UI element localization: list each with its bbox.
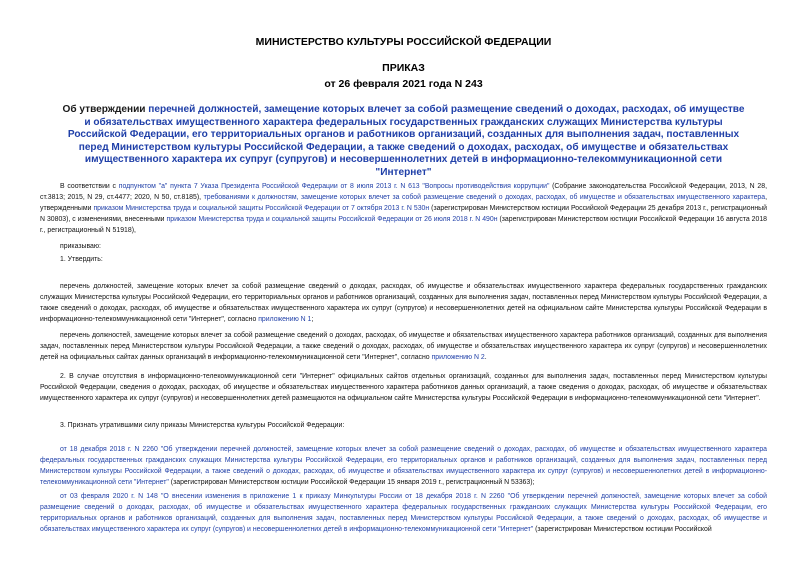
ministry-name: МИНИСТЕРСТВО КУЛЬТУРЫ РОССИЙСКОЙ ФЕДЕРАЦИИ: [255, 36, 552, 48]
order-2260-link[interactable]: от 18 декабря 2018 г. N 2260 "Об утверждении перечней должностей, замещение которых влечет за собой размещение сведений о доходах, расходах, об имуществе и обязательствах имущественного характера федеральных государственных гражданских служащих Министерства культуры Российской Федерации, его территориальных органов и работников организаций, созданных для выполнения задач, поставленных перед Министерством культуры Российской Федерации, а также сведений о доходах, расходах, об имуществе и обязательствах имущественного характера их супруг (супругов) и несовершеннолетних детей в информационно-телекоммуникационной сети "Интернет": [40, 446, 767, 486]
order-490n-link[interactable]: приказом Министерства труда и социальной защиты Российской Федерации от 26 июля 2018 г. N 490н: [166, 216, 498, 223]
preamble-text-4: (зарегистрирован Министерством юстиции Российской Федерации 25 декабря 2013 г., регистрационный N 30803), с изменениями, внесенными: [40, 205, 767, 223]
revoked-order-148-paragraph: [40, 491, 767, 535]
list-1-end: ;: [311, 316, 314, 323]
decree-link[interactable]: подпунктом "а" пункта 7 Указа Президента Российской Федерации от 8 июля 2013 г. N 613 "Вопросы противодействия коррупции": [118, 183, 550, 190]
item-1-heading: 1. Утвердить:: [60, 256, 103, 263]
order-148-registration: (зарегистрирован Министерством юстиции Российской: [533, 526, 712, 533]
order-word: приказываю:: [60, 243, 101, 250]
appendix-2-link[interactable]: приложению N 2: [431, 354, 485, 361]
order-2260-registration: (зарегистрирован Министерством юстиции Российской Федерации 15 января 2019 г., регистрационный N 53363);: [168, 479, 535, 486]
preamble-text-5: (зарегистрирован Министерством юстиции Российской Федерации 16 августа 2018 г., регистрационный N 51918),: [40, 216, 767, 234]
document-type: ПРИКАЗ: [382, 62, 425, 74]
list-1-paragraph: [40, 281, 767, 325]
order-148-link[interactable]: от 03 февраля 2020 г. N 148 "О внесении изменения в приложение 1 к приказу Минкультуры России от 18 декабря 2018 г. N 2260 "Об утверждении перечней должностей, замещение которых влечет за собой размещение сведений о доходах, расходах, об имуществе и обязательствах имущественного характера федеральных государственных гражданских служащих Министерства культуры Российской Федерации, его территориальных органов и работников организаций, созданных для выполнения задач, поставленных перед Министерством культуры Российской Федерации, а также сведений о доходах, расходах, об имуществе и обязательствах имущественного характера их супруг (супругов) и несовершеннолетних детей в информационно-телекоммуникационной сети "Интернет": [40, 493, 767, 533]
item-3-heading: 3. Признать утратившими силу приказы Министерства культуры Российской Федерации:: [60, 422, 345, 429]
list-2-paragraph: [40, 330, 767, 363]
title-prefix: Об утверждении: [62, 104, 149, 115]
list-1-text: перечень должностей, замещение которых влечет за собой размещение сведений о доходах, расходах, об имуществе и обязательствах имущественного характера федеральных государственных гражданских служащих Министерства культуры Российской Федерации, его территориальных органов и работников организаций, созданных для выполнения задач, поставленных перед Министерством культуры Российской Федерации, а также сведений о доходах, расходах, об имуществе и обязательствах имущественного характера их супруг (супругов) и несовершеннолетних детей на официальном сайте Министерства культуры Российской Федерации в информационно-телекоммуникационной сети "Интернет", согласно: [40, 283, 767, 323]
title-link[interactable]: перечней должностей, замещение которых влечет за собой размещение сведений о доходах, расходах, об имуществе и обязательствах имущественного характера федеральных государственных гражданских служащих Министерства культуры Российской Федерации, его территориальных органов и работников организаций, созданных для выполнения задач, поставленных перед Министерством культуры Российской Федерации, а также сведений о доходах, расходах, об имуществе и обязательствах имущественного характера их супруг (супругов) и несовершеннолетних детей в информационно-телекоммуникационной сети "Интернет": [67, 104, 745, 178]
preamble-text-3: , утвержденными: [40, 194, 767, 212]
preamble-paragraph: [40, 181, 767, 236]
document-title: [60, 104, 747, 180]
revoked-order-2260-paragraph: [40, 444, 767, 488]
list-2-end: .: [484, 354, 487, 361]
preamble-text-1: В соответствии с: [60, 183, 119, 190]
preamble-text-2: (Собрание законодательства Российской Федерации, 2013, N 28, ст.3813; 2015, N 29, ст.4477; 2020, N 50, ст.8185),: [40, 183, 767, 201]
order-530n-link[interactable]: приказом Министерства труда и социальной защиты Российской Федерации от 7 октября 2013 г. N 530н: [93, 205, 430, 212]
document-date-number: от 26 февраля 2021 года N 243: [324, 78, 483, 90]
requirements-link[interactable]: требованиями к должностям, замещение которых влечет за собой размещение сведений о доходах, расходах, об имуществе и обязательствах имущественного характера: [203, 194, 766, 201]
item-2-paragraph: 2. В случае отсутствия в информационно-телекоммуникационной сети "Интернет" официальных сайтов отдельных организаций, созданных для выполнения задач, поставленных перед Министерством культуры Российской Федерации, сведения о доходах, расходах, об имуществе и обязательствах имущественного характера работников данных организаций, а также сведения о доходах, расходах, об имуществе и обязательствах имущественного характера их супруг (супругов) и несовершеннолетних детей размещаются на официальном сайте Министерства культуры Российской Федерации в информационно-телекоммуникационной сети "Интернет".: [40, 373, 767, 402]
list-2-text: перечень должностей, замещение которых влечет за собой размещение сведений о доходах, расходах, об имуществе и обязательствах имущественного характера работников организаций, созданных для выполнения задач, поставленных перед Министерством культуры Российской Федерации, а также сведений о доходах, расходах, об имуществе и обязательствах имущественного характера их супруг (супругов) и несовершеннолетних детей на официальных сайтах данных организаций в информационно-телекоммуникационной сети "Интернет", согласно: [40, 332, 767, 361]
appendix-1-link[interactable]: приложению N 1: [258, 316, 312, 323]
